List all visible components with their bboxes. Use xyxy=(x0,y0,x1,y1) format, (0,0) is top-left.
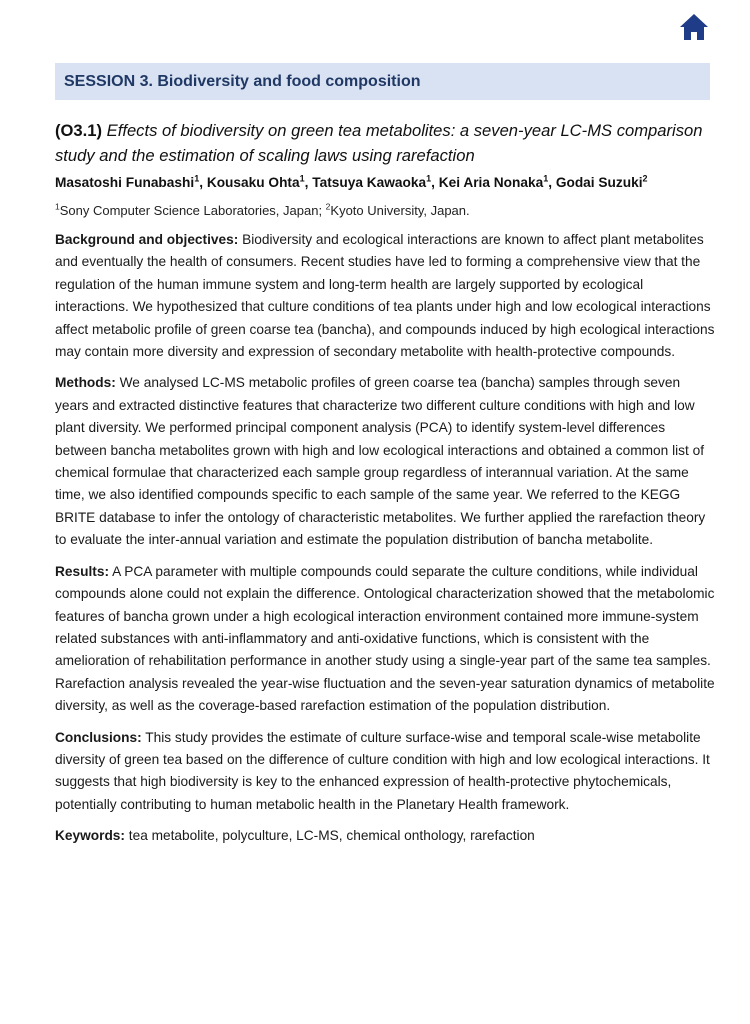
methods-section xyxy=(55,372,715,551)
session-title: SESSION 3. Biodiversity and food composition xyxy=(64,72,421,90)
session-header xyxy=(55,63,710,100)
keywords-text: tea metabolite, polyculture, LC-MS, chemical onthology, rarefaction xyxy=(124,828,535,844)
background-text: Biodiversity and ecological interactions are known to affect plant metabolites and eventually the health of consumers. Recent studies have led to forming a comprehensive view that the regulation of the human immune system and long-term health are largely supported by ecological interactions. We hypothesized that culture conditions of tea plants under high and low ecological interactions affect metabolic profile of green coarse tea (bancha), and compounds induced by high ecological interactions may contain more diversity and expression of secondary metabolite with health-protective compounds. xyxy=(55,232,715,360)
abstract-body xyxy=(55,118,715,848)
results-label: Results: xyxy=(55,563,110,579)
author-name: Tatsuya Kawaoka xyxy=(312,175,427,190)
abstract-code: (O3.1) xyxy=(55,121,103,140)
author-name: Kei Aria Nonaka xyxy=(438,175,544,190)
results-text: A PCA parameter with multiple compounds could separate the culture conditions, while individual compounds alone could not explain the difference. Ontological characterization showed that the metabolomic features of bancha grown under a high ecological interaction environment contained more immune-system related substances with anti-inflammatory and anti-oxidative functions, which is consistent with the amelioration of rehabilitation performance in another study using a single-year part of the same tea samples. Rarefaction analysis revealed the year-wise fluctuation and the seven-year saturation dynamics of metabolite diversity, as well as the coverage-based rarefaction estimation of the population distribution. xyxy=(55,563,715,714)
author-affiliation-mark: 1 xyxy=(426,173,432,184)
affiliation-text: Kyoto University, Japan. xyxy=(330,203,470,218)
affiliation-text: Sony Computer Science Laboratories, Japan; xyxy=(59,203,326,218)
keywords-section xyxy=(55,825,715,847)
author-name: Masatoshi Funabashi xyxy=(55,175,195,190)
conclusions-text: This study provides the estimate of culture surface-wise and temporal scale-wise metabolite diversity of green tea based on the difference of culture condition with high and low ecological interactions. It suggests that high biodiversity is key to the enhanced expression of health-protective phytochemicals, potentially contributing to human metabolic health in the Planetary Health framework. xyxy=(55,729,710,812)
results-section xyxy=(55,561,715,718)
author-separator: , xyxy=(304,175,313,190)
background-section xyxy=(55,229,715,363)
methods-label: Methods: xyxy=(55,375,116,391)
author-list xyxy=(55,173,715,193)
author-separator: , xyxy=(431,175,439,190)
abstract-title-text: Effects of biodiversity on green tea metabolites: a seven-year LC-MS comparison study and the estimation of scaling laws using rarefaction xyxy=(55,121,703,165)
author-name: Kousaku Ohta xyxy=(206,175,300,190)
author-separator: , xyxy=(199,175,207,190)
home-icon xyxy=(679,13,709,41)
keywords-label: Keywords: xyxy=(55,828,125,844)
author-separator: , xyxy=(548,175,556,190)
conclusions-label: Conclusions: xyxy=(55,729,142,745)
home-button[interactable] xyxy=(679,13,709,41)
abstract-title xyxy=(55,118,715,168)
author-affiliation-mark: 1 xyxy=(299,173,305,184)
author-affiliation-mark: 2 xyxy=(642,173,648,184)
affiliation-number: 1 xyxy=(55,201,60,212)
affiliations xyxy=(55,202,715,220)
methods-text: We analysed LC-MS metabolic profiles of green coarse tea (bancha) samples through seven years and extracted distinctive features that characterize two different culture conditions with high and low plant diversity. We performed principal component analysis (PCA) to identify system-level differences between bancha metabolites grown with high and low ecological interactions and obtained a common list of chemical formulae that characterized each sample group regardless of interannual variation. At the same time, we also identified compounds specific to each sample of the same year. We referred to the KEGG BRITE database to infer the ontology of characteristic metabolites. We further applied the rarefaction theory to evaluate the inter-annual variation and estimate the population distribution of bancha metabolite. xyxy=(55,375,706,548)
affiliation-number: 2 xyxy=(325,201,331,212)
author-affiliation-mark: 1 xyxy=(543,173,549,184)
conclusions-section xyxy=(55,727,715,817)
author-name: Godai Suzuki xyxy=(555,175,643,190)
background-label: Background and objectives: xyxy=(55,232,239,247)
author-affiliation-mark: 1 xyxy=(194,173,200,184)
